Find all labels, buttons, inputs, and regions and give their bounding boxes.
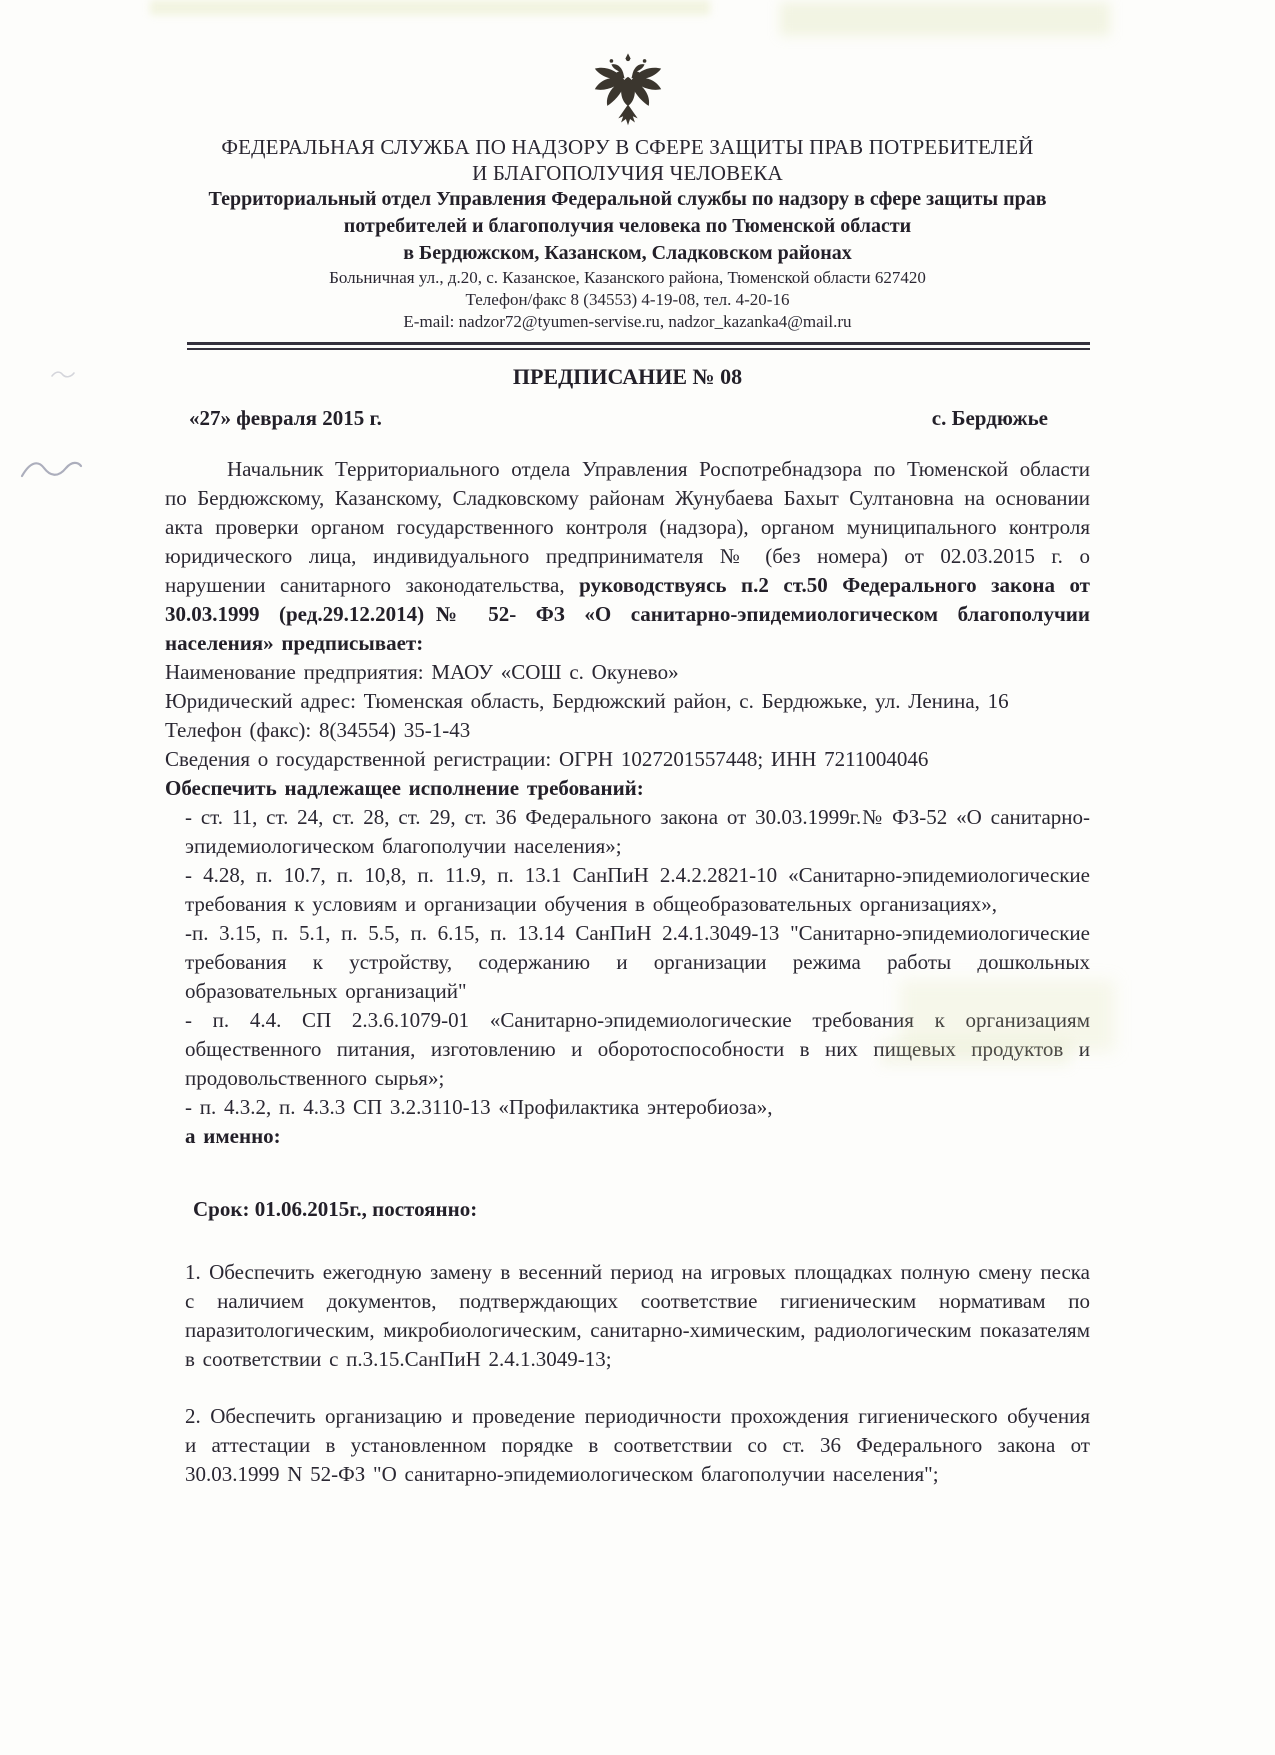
document-title: ПРЕДПИСАНИЕ № 08 — [512, 364, 743, 389]
requirement-item: - п. 4.3.2, п. 4.3.3 СП 3.2.3110-13 «Профилактика энтеробиоза», — [185, 1095, 773, 1119]
address-line: Больничная ул., д.20, с. Казанское, Казанского района, Тюменской области 627420 — [329, 268, 926, 287]
territorial-dept-line-3: в Бердюжском, Казанском, Сладковском районах — [403, 242, 852, 264]
registration-line: Сведения о государственной регистрации: ОГРН 1027201557448; ИНН 7211004046 — [165, 747, 929, 771]
russian-coat-of-arms-icon — [586, 52, 670, 128]
namely-line: а именно: — [185, 1124, 281, 1148]
document-place: с. Бердюжье — [931, 406, 1048, 430]
handwritten-pen-mark — [18, 452, 84, 486]
territorial-dept-line-2: потребителей и благополучия человека по Тюменской области — [343, 215, 912, 237]
requirement-item: - 4.28, п. 10.7, п. 10,8, п. 11.9, п. 13.1 СанПиН 2.4.2.2821-10 «Санитарно-эпидемиологические требования к условиям и организации обучения в общеобразовательных организациях», — [185, 863, 1090, 916]
org-name-line-2: И БЛАГОПОЛУЧИЯ ЧЕЛОВЕКА — [472, 161, 783, 185]
scan-artifact — [150, 0, 710, 15]
intro-paragraph-bold: руководствуясь п.2 ст.50 Федерального закона от 30.03.1999 (ред.29.12.2014)№ 52- ФЗ «О санитарно-эпидемиологическом благополучии населения» предписывает: — [165, 573, 1090, 655]
term-line: Срок: 01.06.2015г., постоянно: — [193, 1197, 478, 1221]
order-item-2: 2. Обеспечить организацию и проведение периодичности прохождения гигиенического обучения и аттестации в установленном порядке в соответствии со ст. 36 Федерального закона от 30.03.1999 N 52-ФЗ "О санитарно-эпидемиологическом благополучии населения"; — [185, 1404, 1090, 1486]
email-line: E-mail: nadzor72@tyumen-servise.ru, nadzor_kazanka4@mail.ru — [403, 312, 852, 331]
phone-fax-line: Телефон (факс): 8(34554) 35-1-43 — [165, 718, 471, 742]
territorial-dept-line-1: Территориальный отдел Управления Федеральной службы по надзору в сфере защиты прав — [208, 188, 1047, 210]
order-item-1: 1. Обеспечить ежегодную замену в весенний период на игровых площадках полную смену песка с наличием документов, подтверждающих соответствие гигиеническим нормативам по паразитологическим, микробиологическим, санитарно-химическим, радиологическим показателям в соответствии с п.3.15.СанПиН 2.4.1.3049-13; — [185, 1260, 1090, 1371]
intro-paragraph-normal: Начальник Территориального отдела Управления Роспотребнадзора по Тюменской области по Бердюжскому, Казанскому, Сладковскому районам Жунубаева Бахыт Султановна на основании акта проверки органом государственного контроля (надзора), органом муниципального контроля юридического лица, индивидуального предпринимателя № (без номера) от 02.03.2015 г. о нарушении санитарного законодательства, — [165, 457, 1090, 597]
phone-line: Телефон/факс 8 (34553) 4-19-08, тел. 4-20-16 — [465, 290, 790, 309]
requirement-item: - ст. 11, ст. 24, ст. 28, ст. 29, ст. 36 Федерального закона от 30.03.1999г.№ ФЗ-52 «О санитарно-эпидемиологическом благополучии населения»; — [185, 805, 1090, 858]
letterhead-divider — [187, 342, 1090, 350]
pencil-mark — [50, 368, 76, 380]
scan-artifact — [780, 2, 1110, 36]
document-date: «27» февраля 2015 г. — [189, 406, 382, 430]
enterprise-name-line: Наименование предприятия: МАОУ «СОШ с. Окунево» — [165, 660, 679, 684]
requirement-item: -п. 3.15, п. 5.1, п. 5.5, п. 6.15, п. 13.14 СанПиН 2.4.1.3049-13 "Санитарно-эпидемиологические требования к устройству, содержанию и организации режима работы дошкольных образовательных организаций" — [185, 921, 1090, 1003]
requirements-heading: Обеспечить надлежащее исполнение требований: — [165, 776, 644, 800]
date-place-row — [165, 406, 1090, 431]
requirement-item: - п. 4.4. СП 2.3.6.1079-01 «Санитарно-эпидемиологические требования к организациям общественного питания, изготовлению и оборотоспособности в них пищевых продуктов и продовольственного сырья»; — [185, 1008, 1090, 1090]
legal-address-line: Юридический адрес: Тюменская область, Бердюжский район, с. Бердюжьке, ул. Ленина, 16 — [165, 689, 1009, 713]
org-name-line-1: ФЕДЕРАЛЬНАЯ СЛУЖБА ПО НАДЗОРУ В СФЕРЕ ЗАЩИТЫ ПРАВ ПОТРЕБИТЕЛЕЙ — [221, 135, 1034, 159]
intro-paragraph — [165, 455, 1090, 658]
